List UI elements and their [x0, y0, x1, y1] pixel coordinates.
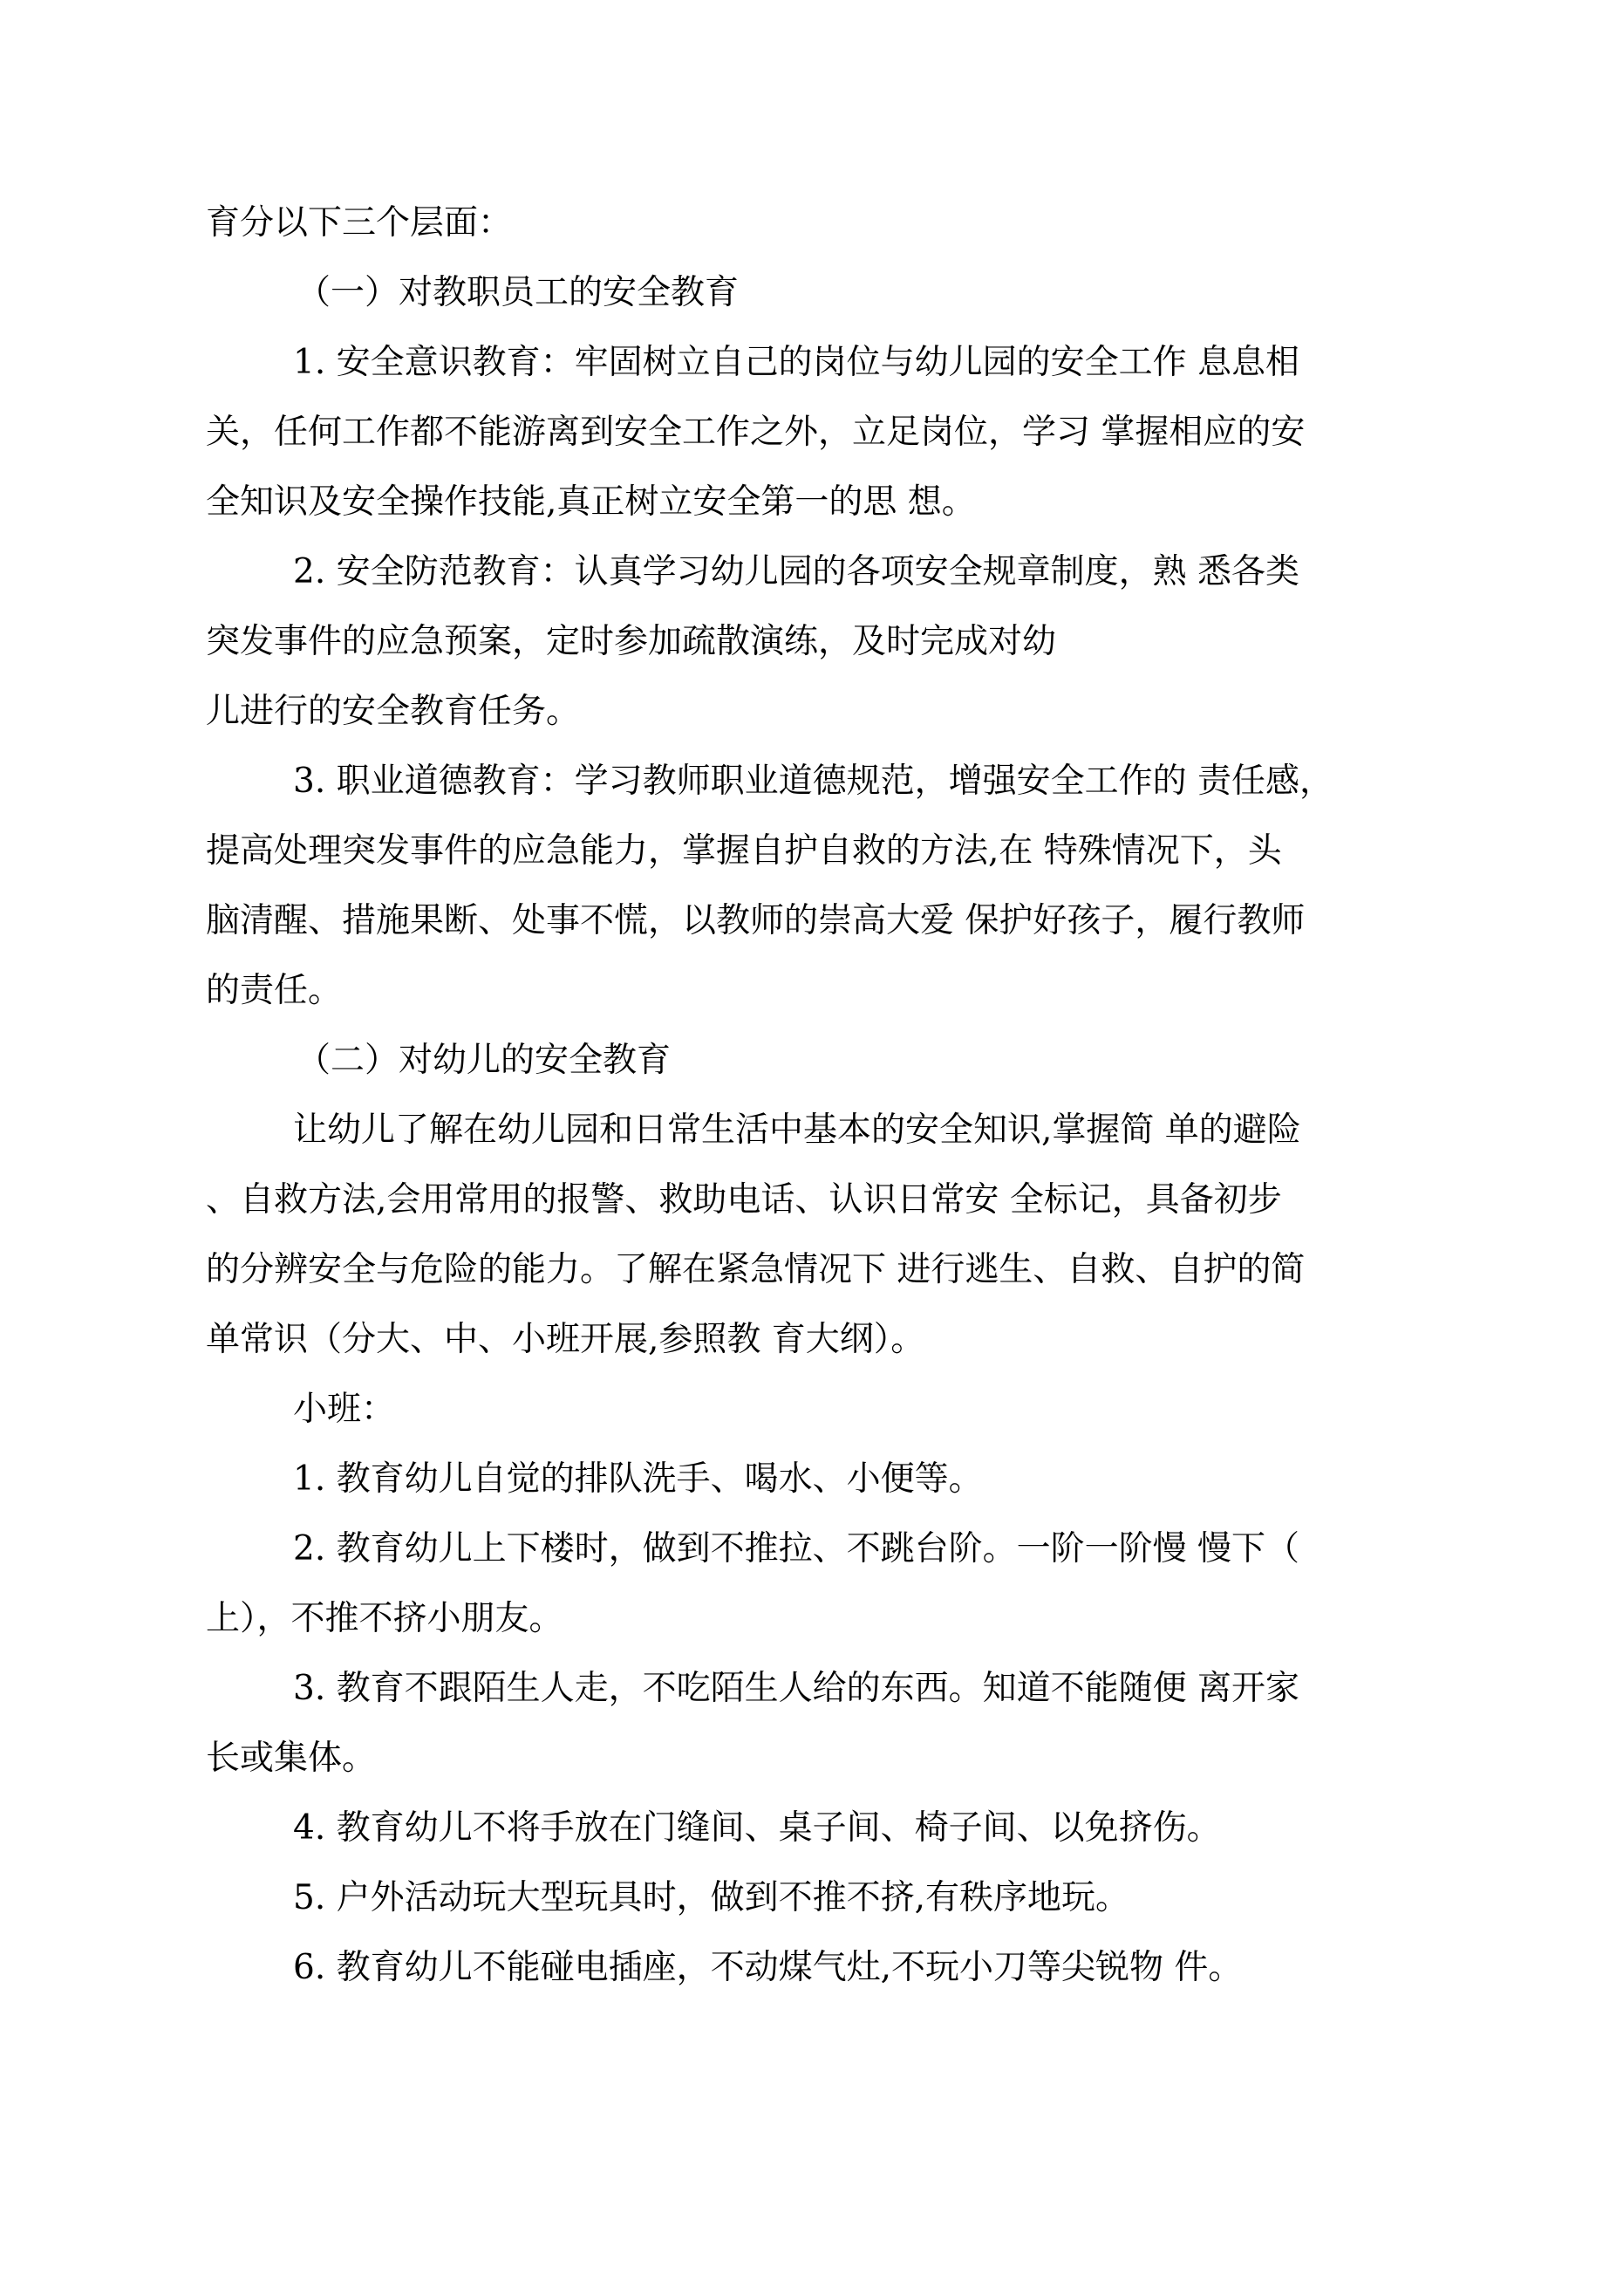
- text-line: 单常识（分大、中、小班开展,参照教 育大纲）。: [206, 1320, 925, 1359]
- subsection-heading: 小班：: [293, 1390, 396, 1429]
- text-line: 关，任何工作都不能游离到安全工作之外，立足岗位，学习 掌握相应的安: [206, 413, 1306, 452]
- text-line: 、自救方法,会用常用的报警、救助电话、认识日常安 全标记，具备初步: [206, 1180, 1282, 1220]
- text-line: 的责任。: [206, 971, 343, 1010]
- list-item: 4. 教育幼儿不将手放在门缝间、桌子间、椅子间、以免挤伤。: [293, 1808, 1221, 1848]
- list-item: 3. 教育不跟陌生人走，不吃陌生人给的东西。知道不能随便 离开家: [293, 1669, 1300, 1708]
- text-line: 3. 职业道德教育：学习教师职业道德规范，增强安全工作的 责任感，: [293, 762, 1334, 801]
- list-item: 5. 户外活动玩大型玩具时，做到不推不挤,有秩序地玩。: [293, 1878, 1130, 1917]
- list-item: 1. 教育幼儿自觉的排队洗手、喝水、小便等。: [293, 1459, 983, 1499]
- section-heading: （二）对幼儿的安全教育: [297, 1041, 672, 1080]
- text-line: 长或集体。: [206, 1739, 377, 1778]
- text-line: 育分以下三个层面：: [206, 203, 513, 243]
- text-line: 突发事件的应急预案，定时参加疏散演练，及时完成对幼: [206, 622, 1057, 661]
- text-line: 2. 安全防范教育：认真学习幼儿园的各项安全规章制度，熟 悉各类: [293, 552, 1300, 591]
- section-heading: （一）对教职员工的安全教育: [297, 273, 740, 312]
- text-line: 的分辨安全与危险的能力。了解在紧急情况下 进行逃生、自救、自护的简: [206, 1250, 1306, 1289]
- text-line: 全知识及安全操作技能,真正树立安全第一的思 想。: [206, 482, 976, 522]
- text-line: 提高处理突发事件的应急能力，掌握自护自救的方法,在 特殊情况下，头: [206, 831, 1282, 871]
- text-line: 儿进行的安全教育任务。: [206, 692, 581, 731]
- text-line: 脑清醒、措施果断、处事不慌，以教师的崇高大爱 保护好孩子，履行教师: [206, 901, 1306, 940]
- list-item: 6. 教育幼儿不能碰电插座，不动煤气灶,不玩小刀等尖锐物 件。: [293, 1948, 1243, 1987]
- text-line: 让幼儿了解在幼儿园和日常生活中基本的安全知识,掌握简 单的避险: [293, 1110, 1301, 1150]
- text-line: 1. 安全意识教育：牢固树立自己的岗位与幼儿园的安全工作 息息相: [293, 343, 1300, 382]
- list-item: 2. 教育幼儿上下楼时，做到不推拉、不跳台阶。一阶一阶慢 慢下（: [293, 1529, 1300, 1568]
- text-line: 上），不推不挤小朋友。: [206, 1599, 563, 1638]
